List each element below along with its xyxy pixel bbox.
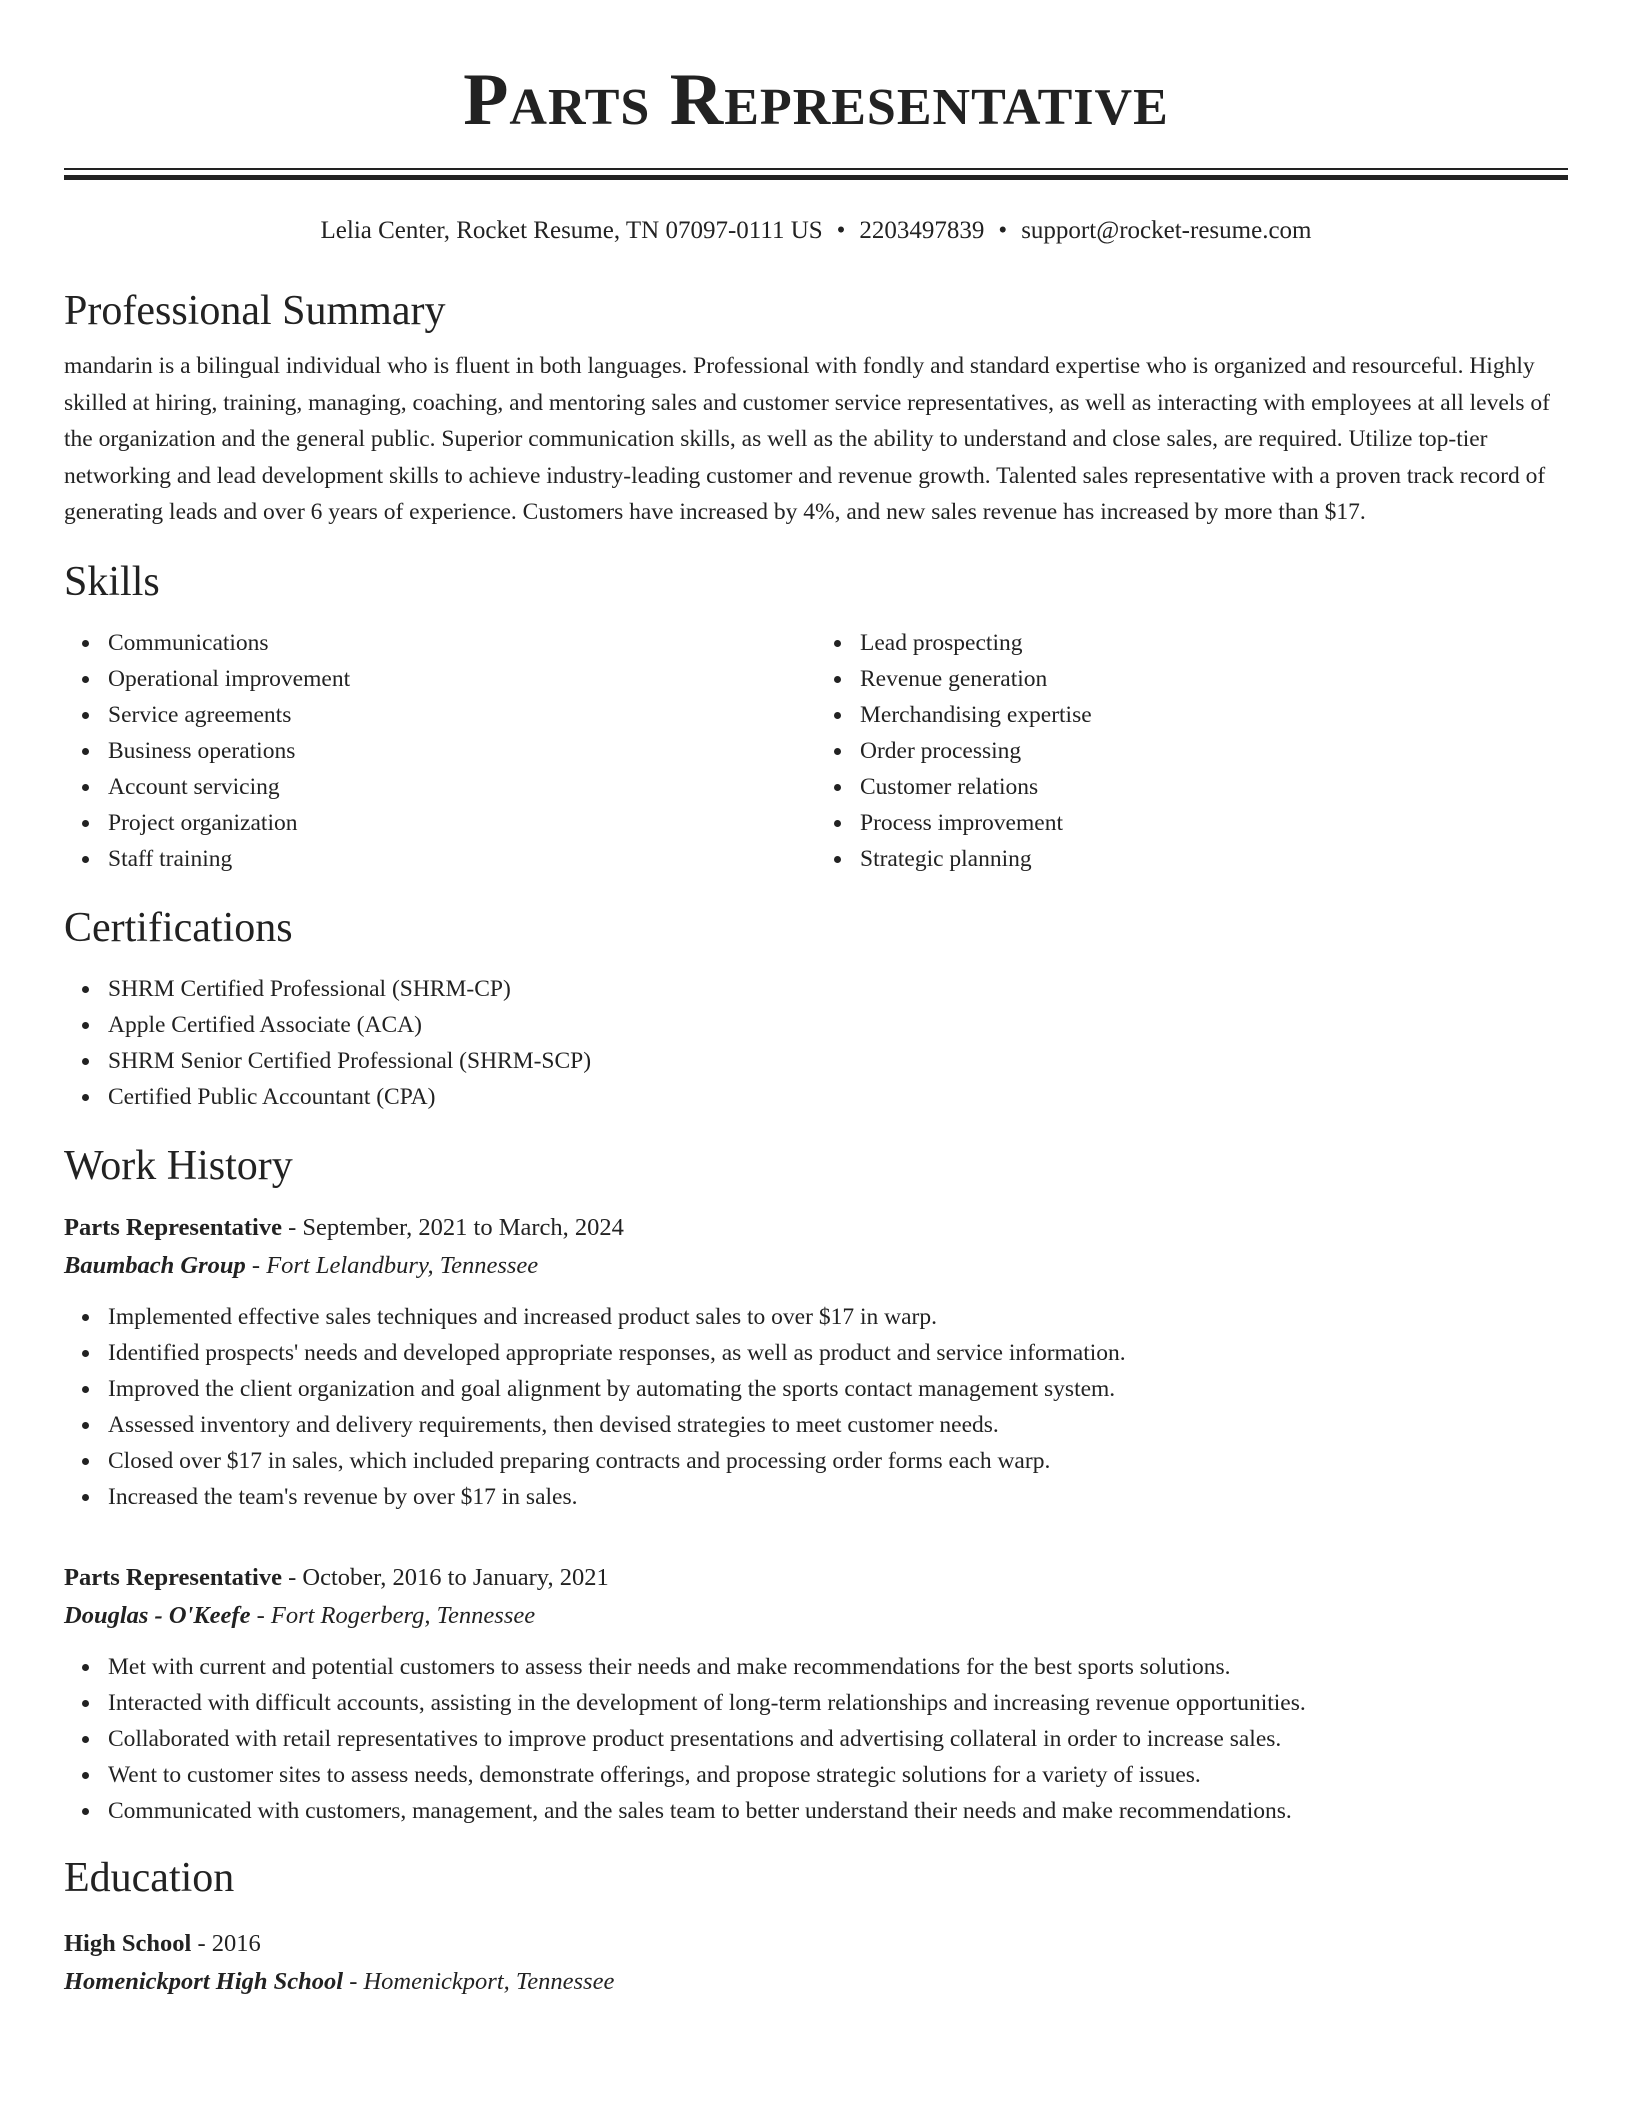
certification-item: Certified Public Accountant (CPA) — [64, 1079, 1568, 1115]
job-dash: - — [281, 1563, 303, 1591]
skills-section — [64, 557, 1568, 877]
job-dates: October, 2016 to January, 2021 — [302, 1563, 609, 1591]
skill-item: Customer relations — [816, 769, 1568, 805]
job-bullet: Identified prospects' needs and developed appropriate responses, as well as product and service information. — [64, 1335, 1568, 1371]
job-bullet: Improved the client organization and goal alignment by automating the sports contact management system. — [64, 1371, 1568, 1407]
job-company: Baumbach Group — [64, 1251, 246, 1279]
education-dash: - — [343, 1967, 364, 1995]
job-title-line — [64, 1209, 1568, 1247]
skill-item: Service agreements — [64, 697, 816, 733]
skills-column-left — [64, 625, 816, 877]
skill-item: Business operations — [64, 733, 816, 769]
education-degree-line — [64, 1925, 1568, 1963]
skill-item: Project organization — [64, 805, 816, 841]
contact-separator: • — [998, 217, 1008, 244]
job-location: Fort Rogerberg, Tennessee — [270, 1601, 536, 1629]
resume-name: Parts Representative — [463, 59, 1169, 141]
certification-item: SHRM Certified Professional (SHRM-CP) — [64, 971, 1568, 1007]
skill-item: Account servicing — [64, 769, 816, 805]
education-entry — [64, 1925, 1568, 2001]
skill-item: Lead prospecting — [816, 625, 1568, 661]
education-heading: Education — [64, 1854, 235, 1901]
education-school-line — [64, 1963, 1568, 2001]
job-bullet: Increased the team's revenue by over $17 in sales. — [64, 1479, 1568, 1515]
skills-columns — [64, 625, 1568, 877]
skills-column-right — [816, 625, 1568, 877]
job-bullet: Closed over $17 in sales, which included preparing contracts and processing order forms each warp. — [64, 1443, 1568, 1479]
job-dash: - — [250, 1601, 271, 1629]
education-year: 2016 — [211, 1929, 261, 1957]
skill-item: Order processing — [816, 733, 1568, 769]
job-bullets — [64, 1649, 1568, 1829]
job-title-line — [64, 1559, 1568, 1597]
skill-item: Strategic planning — [816, 841, 1568, 877]
job-company: Douglas - O'Keefe — [64, 1601, 251, 1629]
work-history-heading: Work History — [64, 1142, 293, 1189]
job-entry — [64, 1559, 1568, 1829]
skill-item: Operational improvement — [64, 661, 816, 697]
job-location: Fort Lelandbury, Tennessee — [266, 1251, 539, 1279]
skills-heading: Skills — [64, 558, 160, 605]
education-degree: High School — [64, 1929, 192, 1957]
work-history-section — [64, 1141, 1568, 1829]
summary-section — [64, 286, 1568, 531]
job-bullet: Collaborated with retail representatives to improve product presentations and advertising collateral in order to increase sales. — [64, 1721, 1568, 1757]
contact-address: Lelia Center, Rocket Resume, TN 07097-0111 US — [320, 217, 823, 244]
contact-phone: 2203497839 — [859, 217, 985, 244]
job-entry — [64, 1209, 1568, 1515]
skill-item: Staff training — [64, 841, 816, 877]
skills-list-left — [64, 625, 816, 877]
certifications-section — [64, 903, 1568, 1115]
job-bullet: Implemented effective sales techniques and increased product sales to over $17 in warp. — [64, 1299, 1568, 1335]
certifications-heading: Certifications — [64, 904, 293, 951]
contact-line — [64, 216, 1568, 246]
job-bullets — [64, 1299, 1568, 1515]
contact-email: support@rocket-resume.com — [1021, 217, 1312, 244]
education-location: Homenickport, Tennessee — [363, 1967, 615, 1995]
education-section — [64, 1853, 1568, 2001]
skill-item: Revenue generation — [816, 661, 1568, 697]
job-bullet: Went to customer sites to assess needs, demonstrate offerings, and propose strategic solutions for a variety of issues. — [64, 1757, 1568, 1793]
job-bullet: Communicated with customers, management, and the sales team to better understand their needs and make recommendations. — [64, 1793, 1568, 1829]
job-title: Parts Representative — [64, 1563, 282, 1591]
job-dash: - — [281, 1213, 303, 1241]
job-dates: September, 2021 to March, 2024 — [302, 1213, 624, 1241]
education-school: Homenickport High School — [64, 1967, 344, 1995]
skill-item: Process improvement — [816, 805, 1568, 841]
job-bullet: Met with current and potential customers to assess their needs and make recommendations for the best sports solutions. — [64, 1649, 1568, 1685]
summary-text: mandarin is a bilingual individual who is fluent in both languages. Professional with fondly and standard expertise who is organized and resourceful. Highly skilled at hiring, training, managing, coaching, and mentoring sales and customer service representatives, as well as interacting with employees at all levels of the organization and the general public. Superior communication skills, as well as the ability to understand and close sales, are required. Utilize top-tier networking and lead development skills to achieve industry-leading customer and revenue growth. Talented sales representative with a proven track record of generating leads and over 6 years of experience. Customers have increased by 4%, and new sales revenue has increased by more than $17. — [64, 353, 1550, 526]
job-company-line — [64, 1247, 1568, 1285]
certification-item: Apple Certified Associate (ACA) — [64, 1007, 1568, 1043]
job-bullet: Assessed inventory and delivery requirements, then devised strategies to meet customer needs. — [64, 1407, 1568, 1443]
job-company-line — [64, 1597, 1568, 1635]
education-dash: - — [191, 1929, 212, 1957]
skills-list-right — [816, 625, 1568, 877]
job-bullet: Interacted with difficult accounts, assisting in the development of long-term relationships and increasing revenue opportunities. — [64, 1685, 1568, 1721]
skill-item: Communications — [64, 625, 816, 661]
job-dash: - — [245, 1251, 267, 1279]
certifications-list — [64, 971, 1568, 1115]
job-title: Parts Representative — [64, 1213, 282, 1241]
certification-item: SHRM Senior Certified Professional (SHRM-SCP) — [64, 1043, 1568, 1079]
contact-separator: • — [836, 217, 846, 244]
header-divider — [64, 168, 1568, 180]
summary-heading: Professional Summary — [64, 288, 446, 334]
skill-item: Merchandising expertise — [816, 697, 1568, 733]
